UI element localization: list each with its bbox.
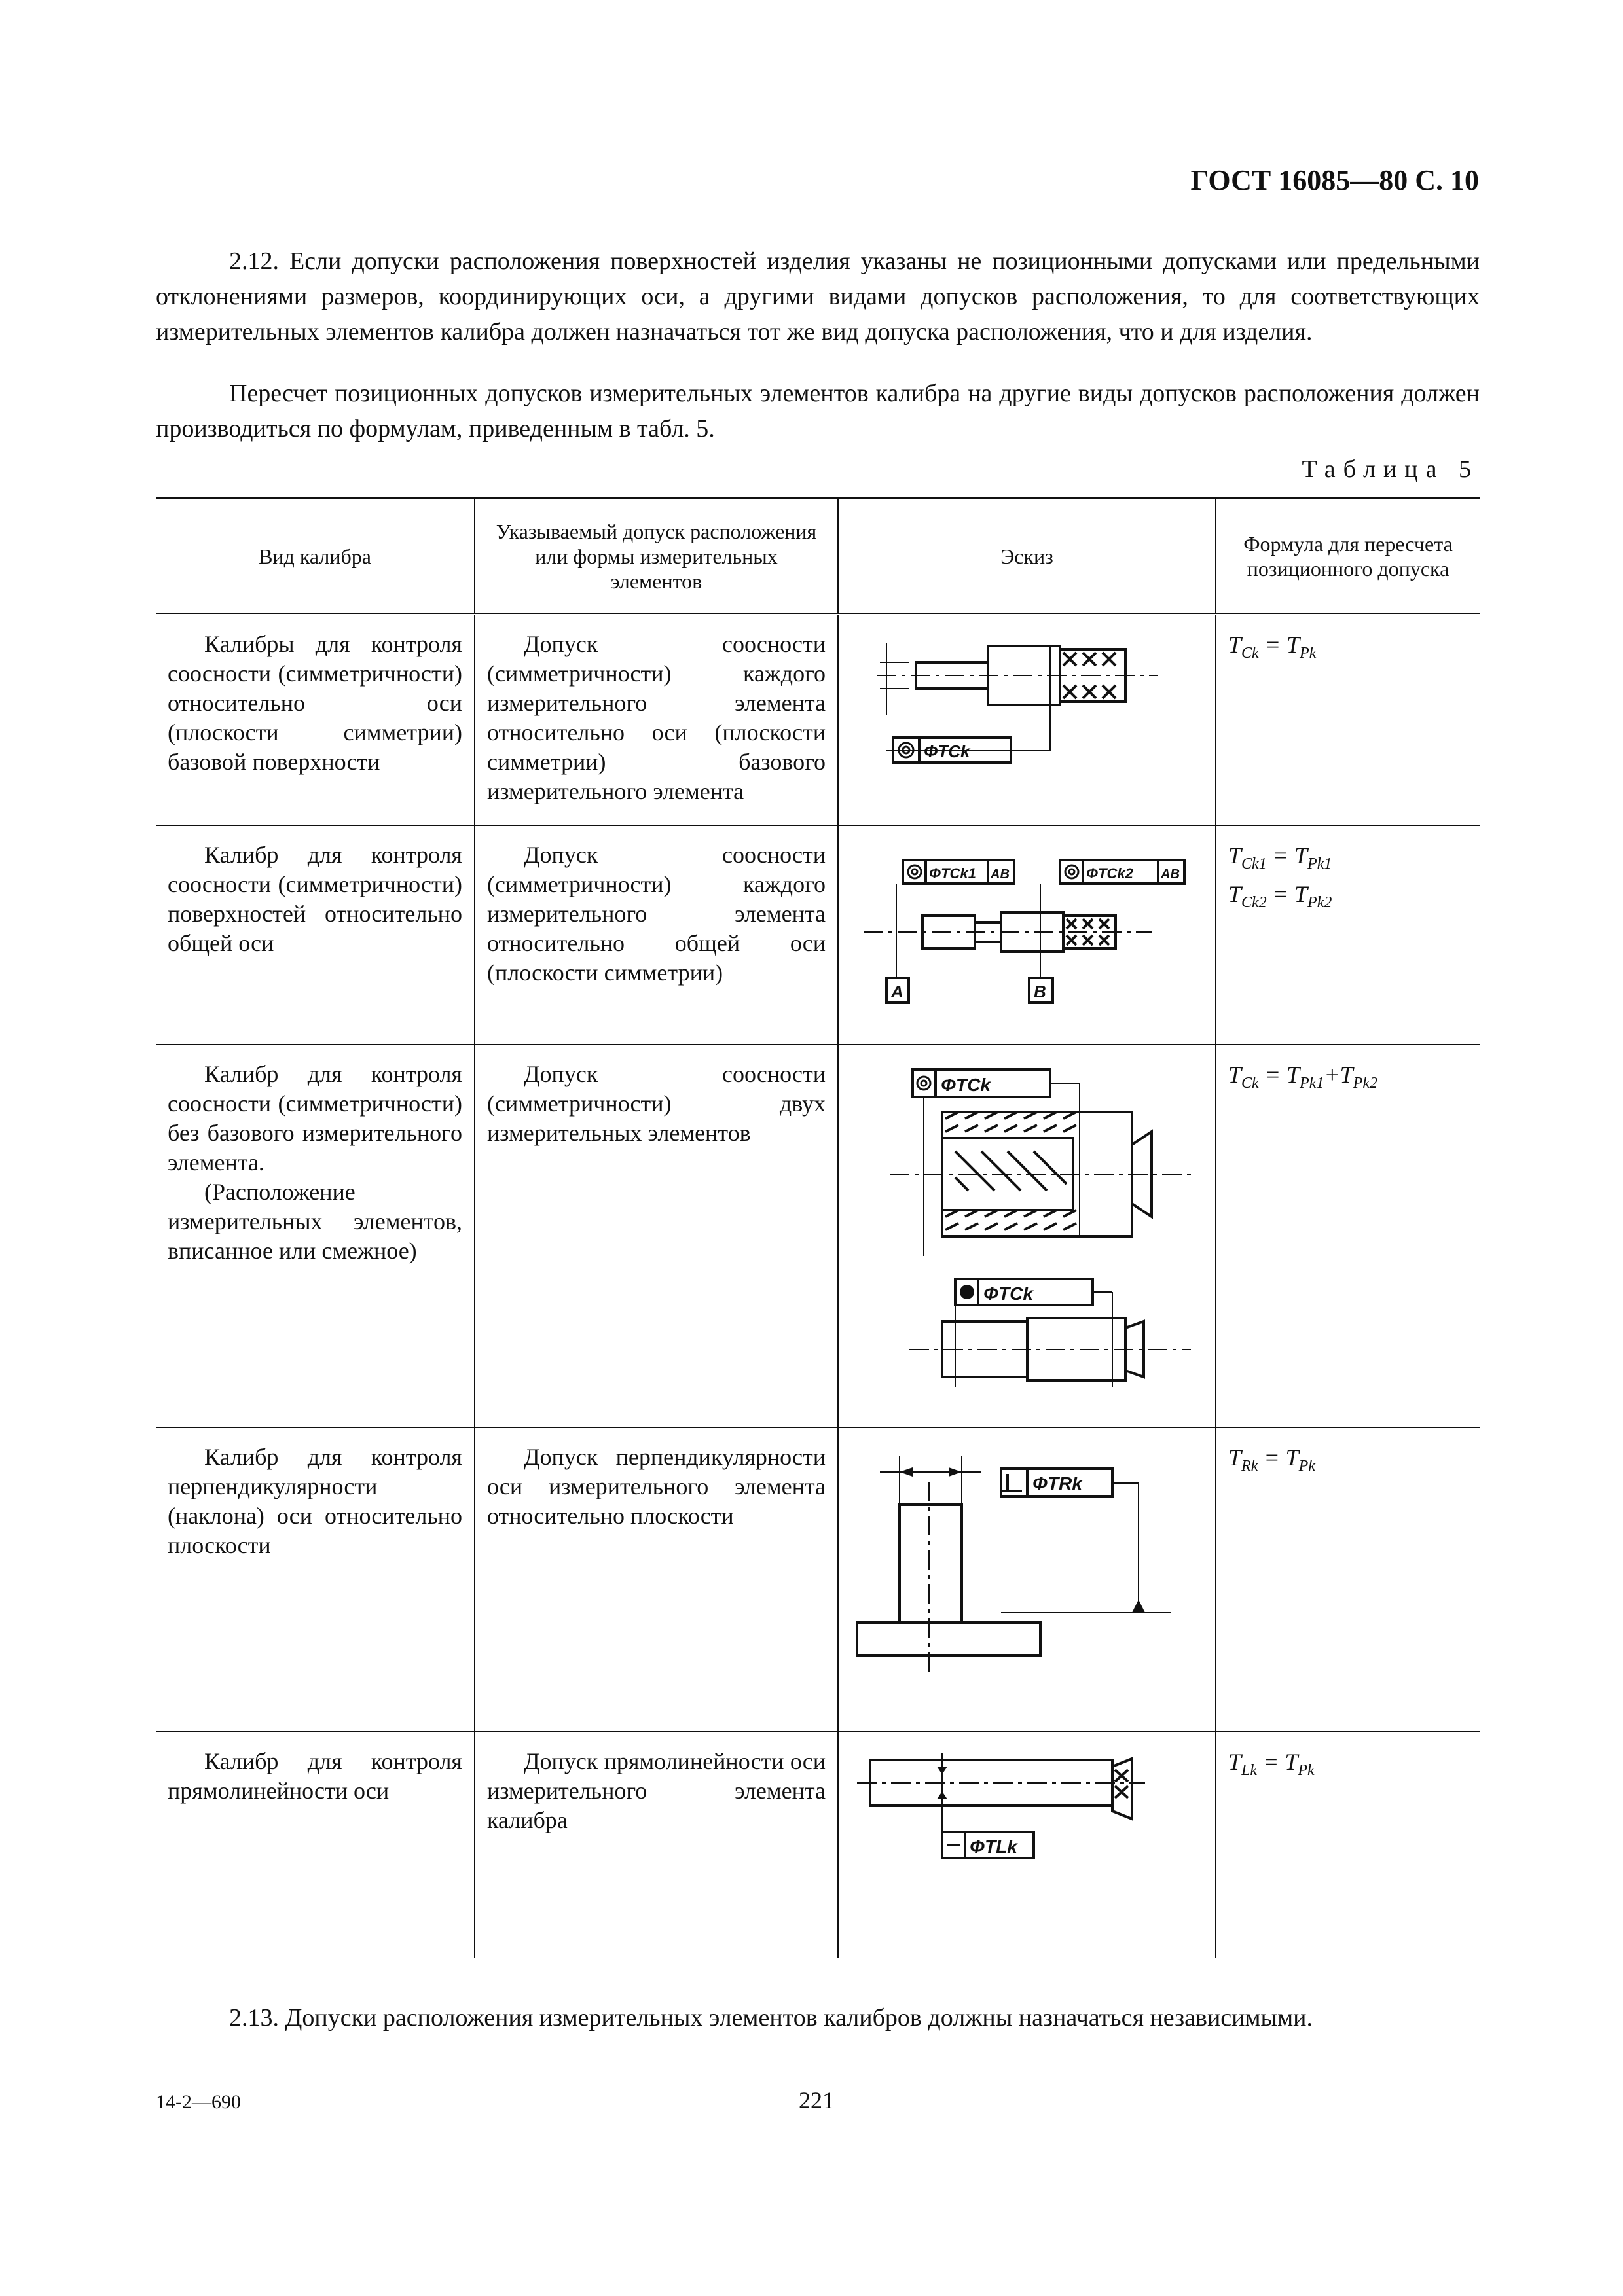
sketch4-label: ΦTRk (1032, 1473, 1082, 1494)
straightness-sketch (850, 1747, 1217, 1897)
sketch2-datum-a: A (891, 981, 903, 1001)
row1-tolerance: Допуск соосности (симметричности) каждого измерительного элемента относительно оси (плоскости симметрии) базового измерительного элемента (475, 615, 838, 825)
header-formula: Формула для пересчета позиционного допуска (1216, 499, 1480, 615)
table-row (156, 1732, 1480, 1958)
table-row (156, 1045, 1480, 1427)
sketch2-right-base: AB (1161, 867, 1180, 882)
perpendicularity-sketch (850, 1443, 1217, 1691)
row5-kind: Калибр для контроля прямолинейности оси (168, 1748, 462, 1804)
formula-line: $T_{Ck2} = T_{Pk2}$ (1228, 880, 1332, 911)
formula-line: $T_{Ck} = T_{Pk}$ (1228, 632, 1317, 662)
table-header-row (156, 499, 1480, 615)
row2-sketch (838, 825, 1216, 1045)
page-header: ГОСТ 16085—80 С. 10 (1190, 164, 1479, 196)
table-row (156, 825, 1480, 1045)
footer-code: 14-2—690 (156, 2091, 241, 2113)
row3-sketch (838, 1045, 1216, 1427)
coaxiality-sketch-3 (850, 1060, 1217, 1413)
paragraph-2-12: 2.12. Если допуски расположения поверхностей изделия указаны не позиционными допусками или предельными отклонениями размеров, координирующих оси, а другими видами допусков расположения, то для соответствующих измерительных элементов калибра должен назначаться тот же вид допуска расположения, что и для изделия. (156, 247, 1480, 346)
row1-sketch (838, 615, 1216, 825)
coaxiality-sketch-2 (850, 840, 1217, 1030)
sketch2-left-label: ΦTCk1 (929, 865, 976, 882)
row3-kind (156, 1045, 475, 1427)
row2-formula (1216, 825, 1480, 1045)
sketch3-bottom-label: ΦTCk (983, 1283, 1033, 1304)
sketch2-right-label: ΦTCk2 (1086, 865, 1133, 882)
row3-formula (1216, 1045, 1480, 1427)
row5-formula (1216, 1732, 1480, 1958)
formula-line: $T_{Ck} = T_{Pk1}+T_{Pk2}$ (1228, 1061, 1377, 1092)
header-sketch: Эскиз (838, 499, 1216, 615)
table-row (156, 1427, 1480, 1732)
header-tolerance: Указываемый допуск расположения или формы измерительных элементов (475, 499, 838, 615)
table-5 (156, 497, 1480, 1958)
row2-tolerance: Допуск соосности (симметричности) каждого измерительного элемента относительно общей оси (плоскости симметрии) (475, 825, 838, 1045)
coaxiality-sketch-1 (850, 630, 1178, 787)
row2-kind: Калибр для контроля соосности (симметричности) поверхностей относительно общей оси (156, 825, 475, 1045)
formula-line: $T_{Ck1} = T_{Pk1}$ (1228, 842, 1332, 872)
row1-kind: Калибры для контроля соосности (симметричности) относительно оси (плоскости симметрии) базовой поверхности (156, 615, 475, 825)
row1-formula (1216, 615, 1480, 825)
row3-kind-extra: (Расположение измерительных элементов, вписанное или смежное) (168, 1178, 462, 1264)
row4-sketch (838, 1427, 1216, 1732)
paragraph-recalc: Пересчет позиционных допусков измерительных элементов калибра на другие виды допусков расположения должен производиться по формулам, приведенным в табл. 5. (156, 380, 1480, 442)
row4-formula (1216, 1427, 1480, 1732)
table-caption: Таблица 5 (1302, 456, 1479, 483)
row4-kind: Калибр для контроля перпендикулярности (наклона) оси относительно плоскости (156, 1427, 475, 1732)
page-number: 221 (799, 2087, 834, 2113)
row3-tolerance: Допуск соосности (симметричности) двух измерительных элементов (475, 1045, 838, 1427)
sketch2-left-base: AB (991, 867, 1010, 882)
header-kind: Вид калибра (156, 499, 475, 615)
table-row (156, 615, 1480, 825)
row3-kind-main: Калибр для контроля соосности (симметричности) без базового измерительного элемента. (168, 1060, 462, 1175)
row5-tolerance: Допуск прямолинейности оси измерительного элемента калибра (475, 1732, 838, 1958)
sketch3-top-label: ΦTCk (941, 1074, 991, 1095)
sketch5-label: ΦTLk (970, 1836, 1017, 1857)
row5-sketch (838, 1732, 1216, 1958)
paragraph-2-13: 2.13. Допуски расположения измерительных элементов калибров должны назначаться независимыми. (229, 2004, 1313, 2032)
formula-line: $T_{Rk} = T_{Pk}$ (1228, 1444, 1315, 1475)
formula-line: $T_{Lk} = T_{Pk}$ (1228, 1748, 1315, 1779)
sketch1-label: ΦTCk (924, 742, 970, 761)
sketch2-datum-b: B (1034, 981, 1046, 1001)
row4-tolerance: Допуск перпендикулярности оси измерительного элемента относительно плоскости (475, 1427, 838, 1732)
